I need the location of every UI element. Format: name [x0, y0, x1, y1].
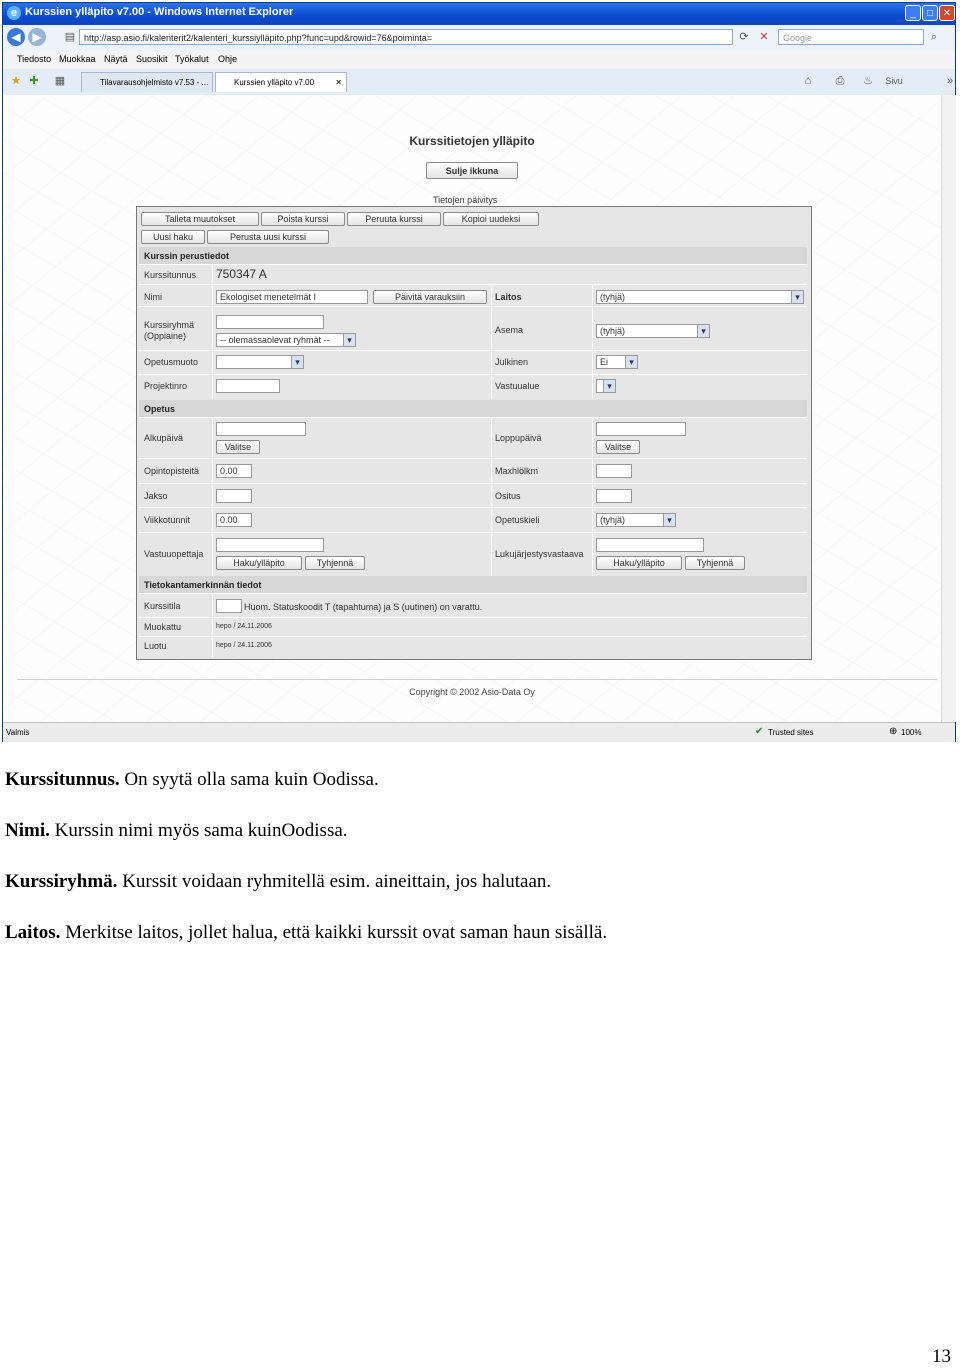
label-scheduler: Lukujärjestysvastaava	[495, 549, 584, 559]
method-select[interactable]	[216, 355, 304, 369]
minimize-button[interactable]: _	[905, 5, 921, 21]
page-title: Kurssitietojen ylläpito	[409, 134, 535, 148]
ie-logo-icon: e	[7, 6, 21, 20]
close-tab-icon[interactable]: ✕	[335, 78, 342, 87]
end-date-input[interactable]	[596, 422, 686, 436]
page-menu[interactable]: Sivu	[885, 76, 903, 86]
label-period: Jakso	[144, 491, 168, 501]
save-changes-button[interactable]: Talleta muutokset	[141, 212, 259, 226]
label-language: Opetuskieli	[495, 515, 540, 525]
paragraph-code	[5, 769, 379, 791]
name-input[interactable]: Ekologiset menetelmät I	[216, 290, 368, 304]
update-bookings-button[interactable]: Päivitä varauksiin	[373, 290, 487, 304]
text-name: Kurssin nimi myös sama kuinOodissa.	[49, 820, 348, 841]
refresh-icon[interactable]: ⟳	[739, 31, 749, 43]
label-credits: Opintopisteitä	[144, 466, 200, 476]
paragraph-name	[5, 820, 348, 842]
label-share: Ositus	[495, 491, 521, 501]
label-start: Alkupäivä	[144, 433, 184, 443]
copyright: Copyright © 2002 Asio-Data Oy	[409, 687, 535, 697]
share-input[interactable]	[596, 489, 632, 503]
page-content	[3, 95, 941, 722]
update-caption: Tietojen päivitys	[433, 195, 498, 205]
credits-input[interactable]: 0.00	[216, 464, 252, 478]
status-bar	[3, 722, 955, 742]
quick-tabs-icon[interactable]: ▦	[54, 75, 66, 87]
tab-label: Kurssien ylläpito v7.00	[234, 78, 315, 87]
status-select[interactable]: (tyhjä) ▾	[596, 324, 710, 338]
url-input[interactable]: http://asp.asio.fi/kalenterit2/kalenteri_kurssiylläpito.php?func=upd&rowid=76&poiminta=	[79, 29, 733, 45]
footer-divider	[17, 679, 937, 680]
created-value: hepo / 24.11.2006	[216, 642, 272, 649]
start-date-input[interactable]	[216, 422, 306, 436]
maximize-button[interactable]: □	[922, 5, 938, 21]
teacher-input[interactable]	[216, 538, 324, 552]
add-favorite-icon[interactable]: ✚	[29, 75, 39, 87]
dept-select[interactable]: (tyhjä) ▾	[596, 290, 804, 304]
label-modified: Muokattu	[144, 622, 182, 632]
state-note: Huom. Statuskoodit T (tapahtuma) ja S (uutinen) on varattu.	[244, 602, 483, 612]
delete-course-button[interactable]: Poista kurssi	[261, 212, 345, 226]
status-text: Valmis	[6, 728, 30, 737]
zoom-level[interactable]: 100%	[901, 728, 922, 737]
label-state: Kurssitila	[144, 601, 181, 611]
label-teacher: Vastuuopettaja	[144, 549, 204, 559]
scheduler-clear-button[interactable]: Tyhjennä	[685, 556, 745, 570]
paragraph-group	[5, 871, 551, 893]
label-public: Julkinen	[495, 357, 529, 367]
menu-tools[interactable]: Työkalut	[175, 54, 209, 64]
label-project: Projektinro	[144, 381, 188, 391]
address-bar	[3, 25, 955, 52]
section-basic: Kurssin perustiedot	[139, 247, 807, 265]
term-code: Kurssitunnus.	[5, 769, 120, 790]
checkmark-icon: ✔	[755, 726, 764, 737]
page-icon: ▤	[64, 31, 76, 43]
menu-bar	[3, 51, 955, 69]
menu-file[interactable]: Tiedosto	[17, 54, 52, 64]
feeds-icon[interactable]: ♨	[863, 75, 873, 87]
label-name: Nimi	[144, 292, 162, 302]
menu-edit[interactable]: Muokkaa	[59, 54, 96, 64]
label-method: Opetusmuoto	[144, 357, 199, 367]
forward-button[interactable]: ▶	[28, 28, 46, 46]
start-choose-button[interactable]: Valitse	[216, 440, 260, 454]
title-bar	[3, 3, 955, 25]
maxpeople-input[interactable]	[596, 464, 632, 478]
home-icon[interactable]: ⌂	[804, 75, 812, 87]
label-dept: Laitos	[495, 292, 522, 302]
text-dept: Merkitse laitos, jollet halua, että kaikki kurssit ovat saman haun sisällä.	[60, 922, 608, 943]
vertical-scrollbar[interactable]	[941, 95, 956, 722]
paragraph-dept	[5, 922, 607, 944]
scheduler-input[interactable]	[596, 538, 704, 552]
zone-text: Trusted sites	[768, 728, 814, 737]
search-input[interactable]: Google	[778, 29, 924, 45]
tab-kurssien-yllapito[interactable]	[215, 72, 347, 92]
print-icon[interactable]: ⎙	[835, 75, 845, 87]
menu-favorites[interactable]: Suosikit	[136, 54, 168, 64]
close-window-button[interactable]: ✕	[939, 5, 955, 21]
stop-icon[interactable]: ✕	[759, 31, 769, 43]
section-db: Tietokantamerkinnän tiedot	[139, 576, 807, 594]
modified-value: hepo / 24.11.2006	[216, 623, 272, 630]
label-weekhours: Viikkotunnit	[144, 515, 190, 525]
zoom-icon: ⊕	[889, 726, 898, 737]
weekhours-input[interactable]: 0.00	[216, 513, 252, 527]
back-button[interactable]: ◀	[7, 28, 25, 46]
form-panel	[136, 206, 812, 660]
close-window-page-button[interactable]: Sulje ikkuna	[426, 162, 518, 179]
public-select[interactable]: Ei ▾	[596, 355, 638, 369]
label-resp-area: Vastuualue	[495, 381, 540, 391]
text-group: Kurssit voidaan ryhmitellä esim. aineittain, jos halutaan.	[117, 871, 552, 892]
label-status: Asema	[495, 325, 524, 335]
tab-bar	[3, 69, 955, 96]
term-group: Kurssiryhmä.	[5, 871, 118, 892]
favorites-star-icon[interactable]: ★	[11, 75, 21, 87]
new-search-button[interactable]: Uusi haku	[141, 230, 205, 244]
teacher-search-button[interactable]: Haku/ylläpito	[216, 556, 302, 570]
project-input[interactable]	[216, 379, 280, 393]
resp-area-select[interactable]	[596, 379, 616, 393]
copy-new-button[interactable]: Kopioi uudeksi	[443, 212, 539, 226]
label-created: Luotu	[144, 641, 167, 651]
label-code: Kurssitunnus	[144, 270, 197, 280]
cancel-course-button[interactable]: Peruuta kurssi	[347, 212, 441, 226]
group-input[interactable]	[216, 315, 324, 329]
new-course-button[interactable]: Perusta uusi kurssi	[207, 230, 329, 244]
language-select[interactable]: (tyhjä) ▾	[596, 513, 676, 527]
page-number: 13	[932, 1346, 951, 1367]
search-icon[interactable]: ⌕	[930, 31, 938, 43]
window-title: Kurssien ylläpito v7.00 - Windows Internet Explorer	[25, 6, 294, 18]
state-input[interactable]	[216, 599, 242, 613]
course-code-value: 750347 A	[216, 267, 267, 281]
group-select[interactable]: -- olemassaolevat ryhmät -- ▾	[216, 333, 356, 347]
label-end: Loppupäivä	[495, 433, 542, 443]
section-teaching: Opetus	[139, 400, 807, 418]
menu-help[interactable]: Ohje	[218, 54, 238, 64]
label-maxpeople: Maxhlölkm	[495, 466, 539, 476]
menu-view[interactable]: Näytä	[104, 54, 128, 64]
browser-window	[2, 2, 956, 742]
text-code: On syytä olla sama kuin Oodissa.	[119, 769, 379, 790]
label-group-sub: (Oppiaine)	[144, 331, 187, 341]
end-choose-button[interactable]: Valitse	[596, 440, 640, 454]
teacher-clear-button[interactable]: Tyhjennä	[305, 556, 365, 570]
period-input[interactable]	[216, 489, 252, 503]
label-group: Kurssiryhmä	[144, 320, 195, 330]
term-name: Nimi.	[5, 820, 50, 841]
term-dept: Laitos.	[5, 922, 61, 943]
scheduler-search-button[interactable]: Haku/ylläpito	[596, 556, 682, 570]
tab-tilavaraus[interactable]: Tilavarausohjelmisto v7.53 - ...	[81, 72, 213, 92]
chevron-right-icon[interactable]: »	[946, 75, 954, 87]
